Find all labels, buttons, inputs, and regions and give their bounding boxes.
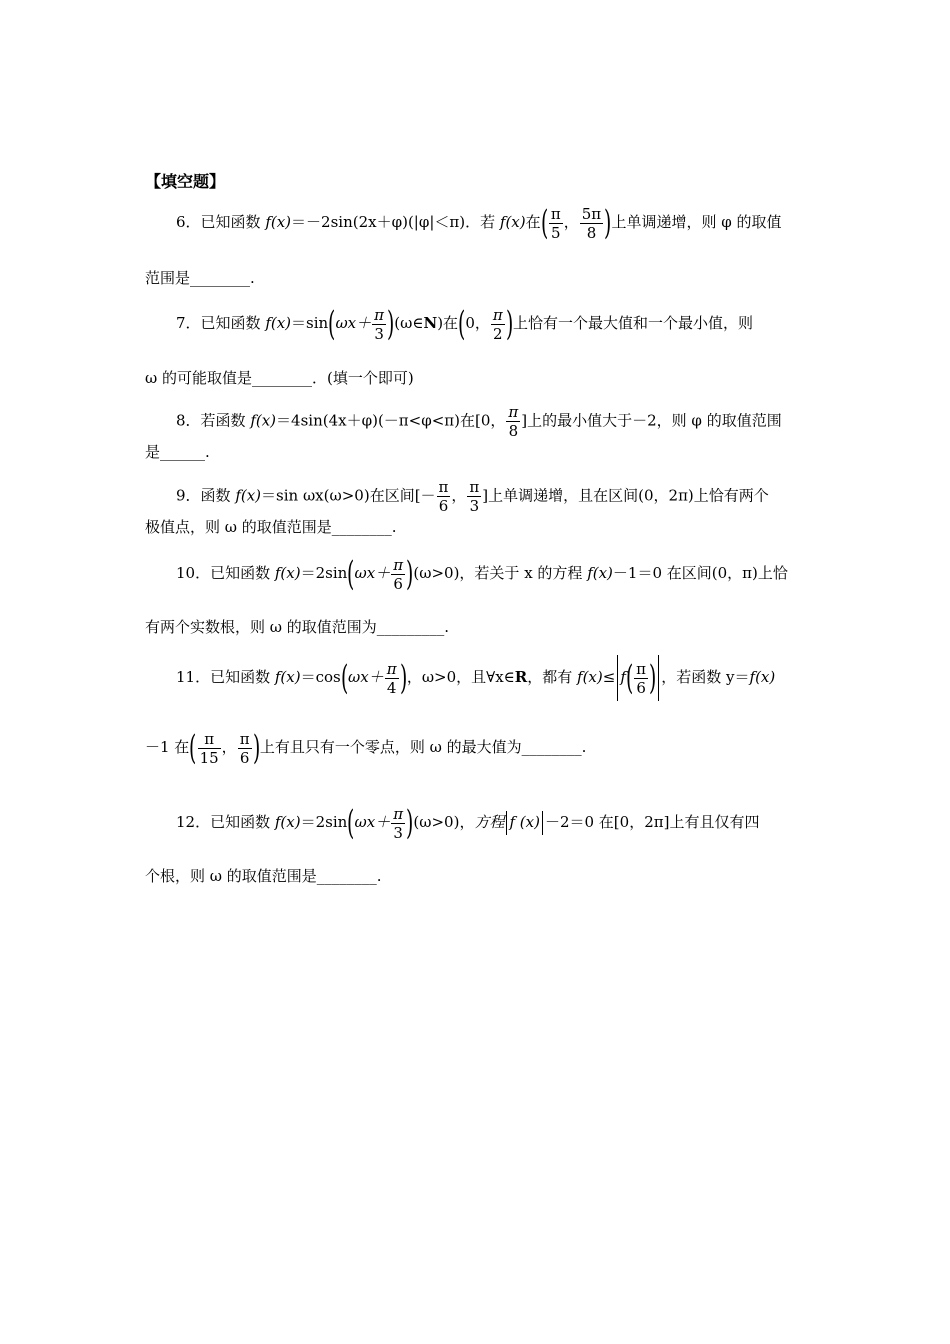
frac-num: π [374,305,385,324]
q11-fx: f(x) [274,668,301,686]
q11-frac4 [238,730,252,767]
frac-den: 3 [393,823,403,842]
frac-num: π [550,204,561,223]
left-paren: ( [340,658,348,698]
q8-text-b: ＝4sin(4x＋φ)(－π<φ<π)在[0， [276,411,506,430]
q6-sep: ， [563,213,579,231]
frac-num: π [636,659,647,678]
frac-den: 3 [469,497,480,515]
q9-text-a: 9．函数 [176,486,236,505]
q9-frac1 [437,478,451,515]
frac-num: π [508,403,519,421]
q10-fx-2: f(x) [587,564,613,582]
q6-frac2 [580,205,603,242]
frac-num: π [393,804,404,823]
q6-text-c: 在 [525,213,541,231]
frac-num: 5π [581,204,602,223]
q11-set-r: R [514,668,528,686]
q11-f-letter: f [620,668,626,686]
q7-zero: 0， [465,314,490,332]
abs-bar-right [542,811,543,835]
frac-num: π [469,478,480,496]
abs-bar-left [506,811,507,835]
q12-text-a: 12．已知函数 [176,813,275,831]
q12-fangcheng: 方程 [474,813,505,831]
q7-text-d: )在 [437,314,459,332]
left-paren: ( [458,304,466,344]
q8-line1 [176,403,782,440]
right-paren: ) [399,658,407,698]
q12-fx: f(x) [274,813,301,831]
q7-text-b: ＝sin [291,314,329,332]
q12-inner: ωx＋ [354,813,391,831]
q12-line2: 个根，则 ω 的取值范围是________. [145,867,382,885]
left-paren: ( [625,658,634,698]
left-paren: ( [540,203,548,243]
frac-num: π [198,730,221,749]
q6-text-b: ＝－2sin(2x＋φ)(|φ|＜π)．若 [291,213,500,231]
q11-line2-a: －1 在 [145,738,190,756]
frac-den: 5 [551,223,561,242]
q9-sep: ， [451,486,467,505]
q9-line2: 极值点，则 ω 的取值范围是________. [145,518,397,536]
q12-comma: ， [459,813,475,831]
left-paren: ( [347,803,355,843]
left-paren: ( [328,304,336,344]
q9-text-b: ＝sin ωx(ω>0)在区间[－ [261,486,436,505]
q7-set-n: N [423,314,438,332]
q7-frac1 [372,306,386,343]
q6-line1 [176,203,781,243]
section-title: 【填空题】 [145,172,226,191]
q12-abs-expr: f (x) [509,813,540,831]
right-paren: ) [604,203,612,243]
q7-text-c: (ω∈ [394,314,424,332]
q7-text-a: 7．已知函数 [176,314,266,332]
q11-text-b: ＝cos [300,668,341,686]
frac-den: 6 [438,497,449,515]
right-paren: ) [505,304,513,344]
q10-text-b: ＝2sin [300,564,348,582]
q11-frac1 [385,660,399,697]
q8-text-a: 8．若函数 [176,411,251,430]
abs-bar-right [658,655,659,701]
q11-text-d: ，都有 [527,668,578,686]
q12-text-b: ＝2sin [300,813,348,831]
q9-line1 [176,478,769,515]
q6-fx-2: f(x) [499,213,526,231]
abs-bar-left [617,655,618,701]
q7-fx: f(x) [265,314,292,332]
q11-line2 [145,728,586,768]
q12-text-c: －2＝0 在[0，2π]上有且仅有四 [544,813,760,831]
q11-line2-b: 上有且只有一个零点，则 ω 的最大值为________. [259,738,587,756]
q11-fx-3: f(x) [749,668,776,686]
frac-den: 8 [586,223,597,242]
q11-frac2 [634,660,648,697]
q11-text-c: ，ω>0，且∀x∈ [406,668,515,686]
frac-den: 3 [374,324,384,343]
right-paren: ) [649,658,657,698]
q7-line1 [176,304,753,344]
q11-text-e: ，若函数 y＝ [661,668,750,686]
q7-line2: ω 的可能取值是________．(填一个即可) [145,369,414,387]
q10-line2: 有两个实数根，则 ω 的取值范围为_________. [145,618,450,636]
q11-leq: ≤ [602,668,616,686]
left-paren: ( [347,554,355,594]
q9-frac2 [467,478,481,515]
q10-frac [391,556,405,593]
frac-den: 2 [493,324,503,343]
q11-sep: ， [221,738,237,756]
q8-text-c: ]上的最小值大于－2，则 φ 的取值范围 [521,411,782,430]
q10-text-a: 10．已知函数 [176,564,275,582]
q10-inner: ωx＋ [354,564,391,582]
frac-num: π [438,478,449,496]
q10-text-c: (ω>0)，若关于 x 的方程 [413,564,588,582]
q12-frac [391,805,405,842]
q10-fx: f(x) [274,564,301,582]
left-paren: ( [189,728,197,768]
frac-den: 15 [199,748,219,767]
frac-den: 8 [508,422,519,440]
frac-den: 6 [393,574,403,593]
right-paren: ) [387,304,395,344]
q9-text-c: ]上单调递增，且在区间(0，2π)上恰有两个 [482,486,769,505]
q10-line1 [176,554,788,594]
frac-num: π [492,305,503,324]
q8-frac [506,403,520,440]
q9-fx: f(x) [235,486,262,505]
q6-text-a: 6．已知函数 [176,213,266,231]
frac-num: π [239,729,250,748]
right-paren: ) [406,554,414,594]
q7-text-e: 上恰有一个最大值和一个最小值，则 [512,314,753,332]
q10-text-d: －1＝0 在区间(0，π)上恰 [612,564,788,582]
q11-fx-2: f(x) [577,668,603,686]
frac-num: π [393,555,404,574]
q8-fx: f(x) [250,411,277,430]
q6-line2: 范围是________. [145,269,255,287]
q8-line2: 是______. [145,443,210,461]
q11-text-a: 11．已知函数 [176,668,275,686]
q11-inner: ωx＋ [347,668,384,686]
q12-cond: (ω>0) [413,813,460,831]
frac-num: π [386,659,397,678]
q11-frac3 [198,730,221,767]
frac-den: 6 [239,748,250,767]
q6-frac1 [549,205,563,242]
right-paren: ) [252,728,260,768]
q7-frac2 [491,306,505,343]
q11-line1 [176,655,775,701]
right-paren: ) [406,803,414,843]
q6-fx: f(x) [265,213,292,231]
frac-den: 4 [386,678,397,697]
q12-line1 [176,803,759,843]
q6-text-d: 上单调递增，则 φ 的取值 [611,213,782,231]
q7-inner: ωx＋ [335,314,372,332]
frac-den: 6 [636,678,646,697]
